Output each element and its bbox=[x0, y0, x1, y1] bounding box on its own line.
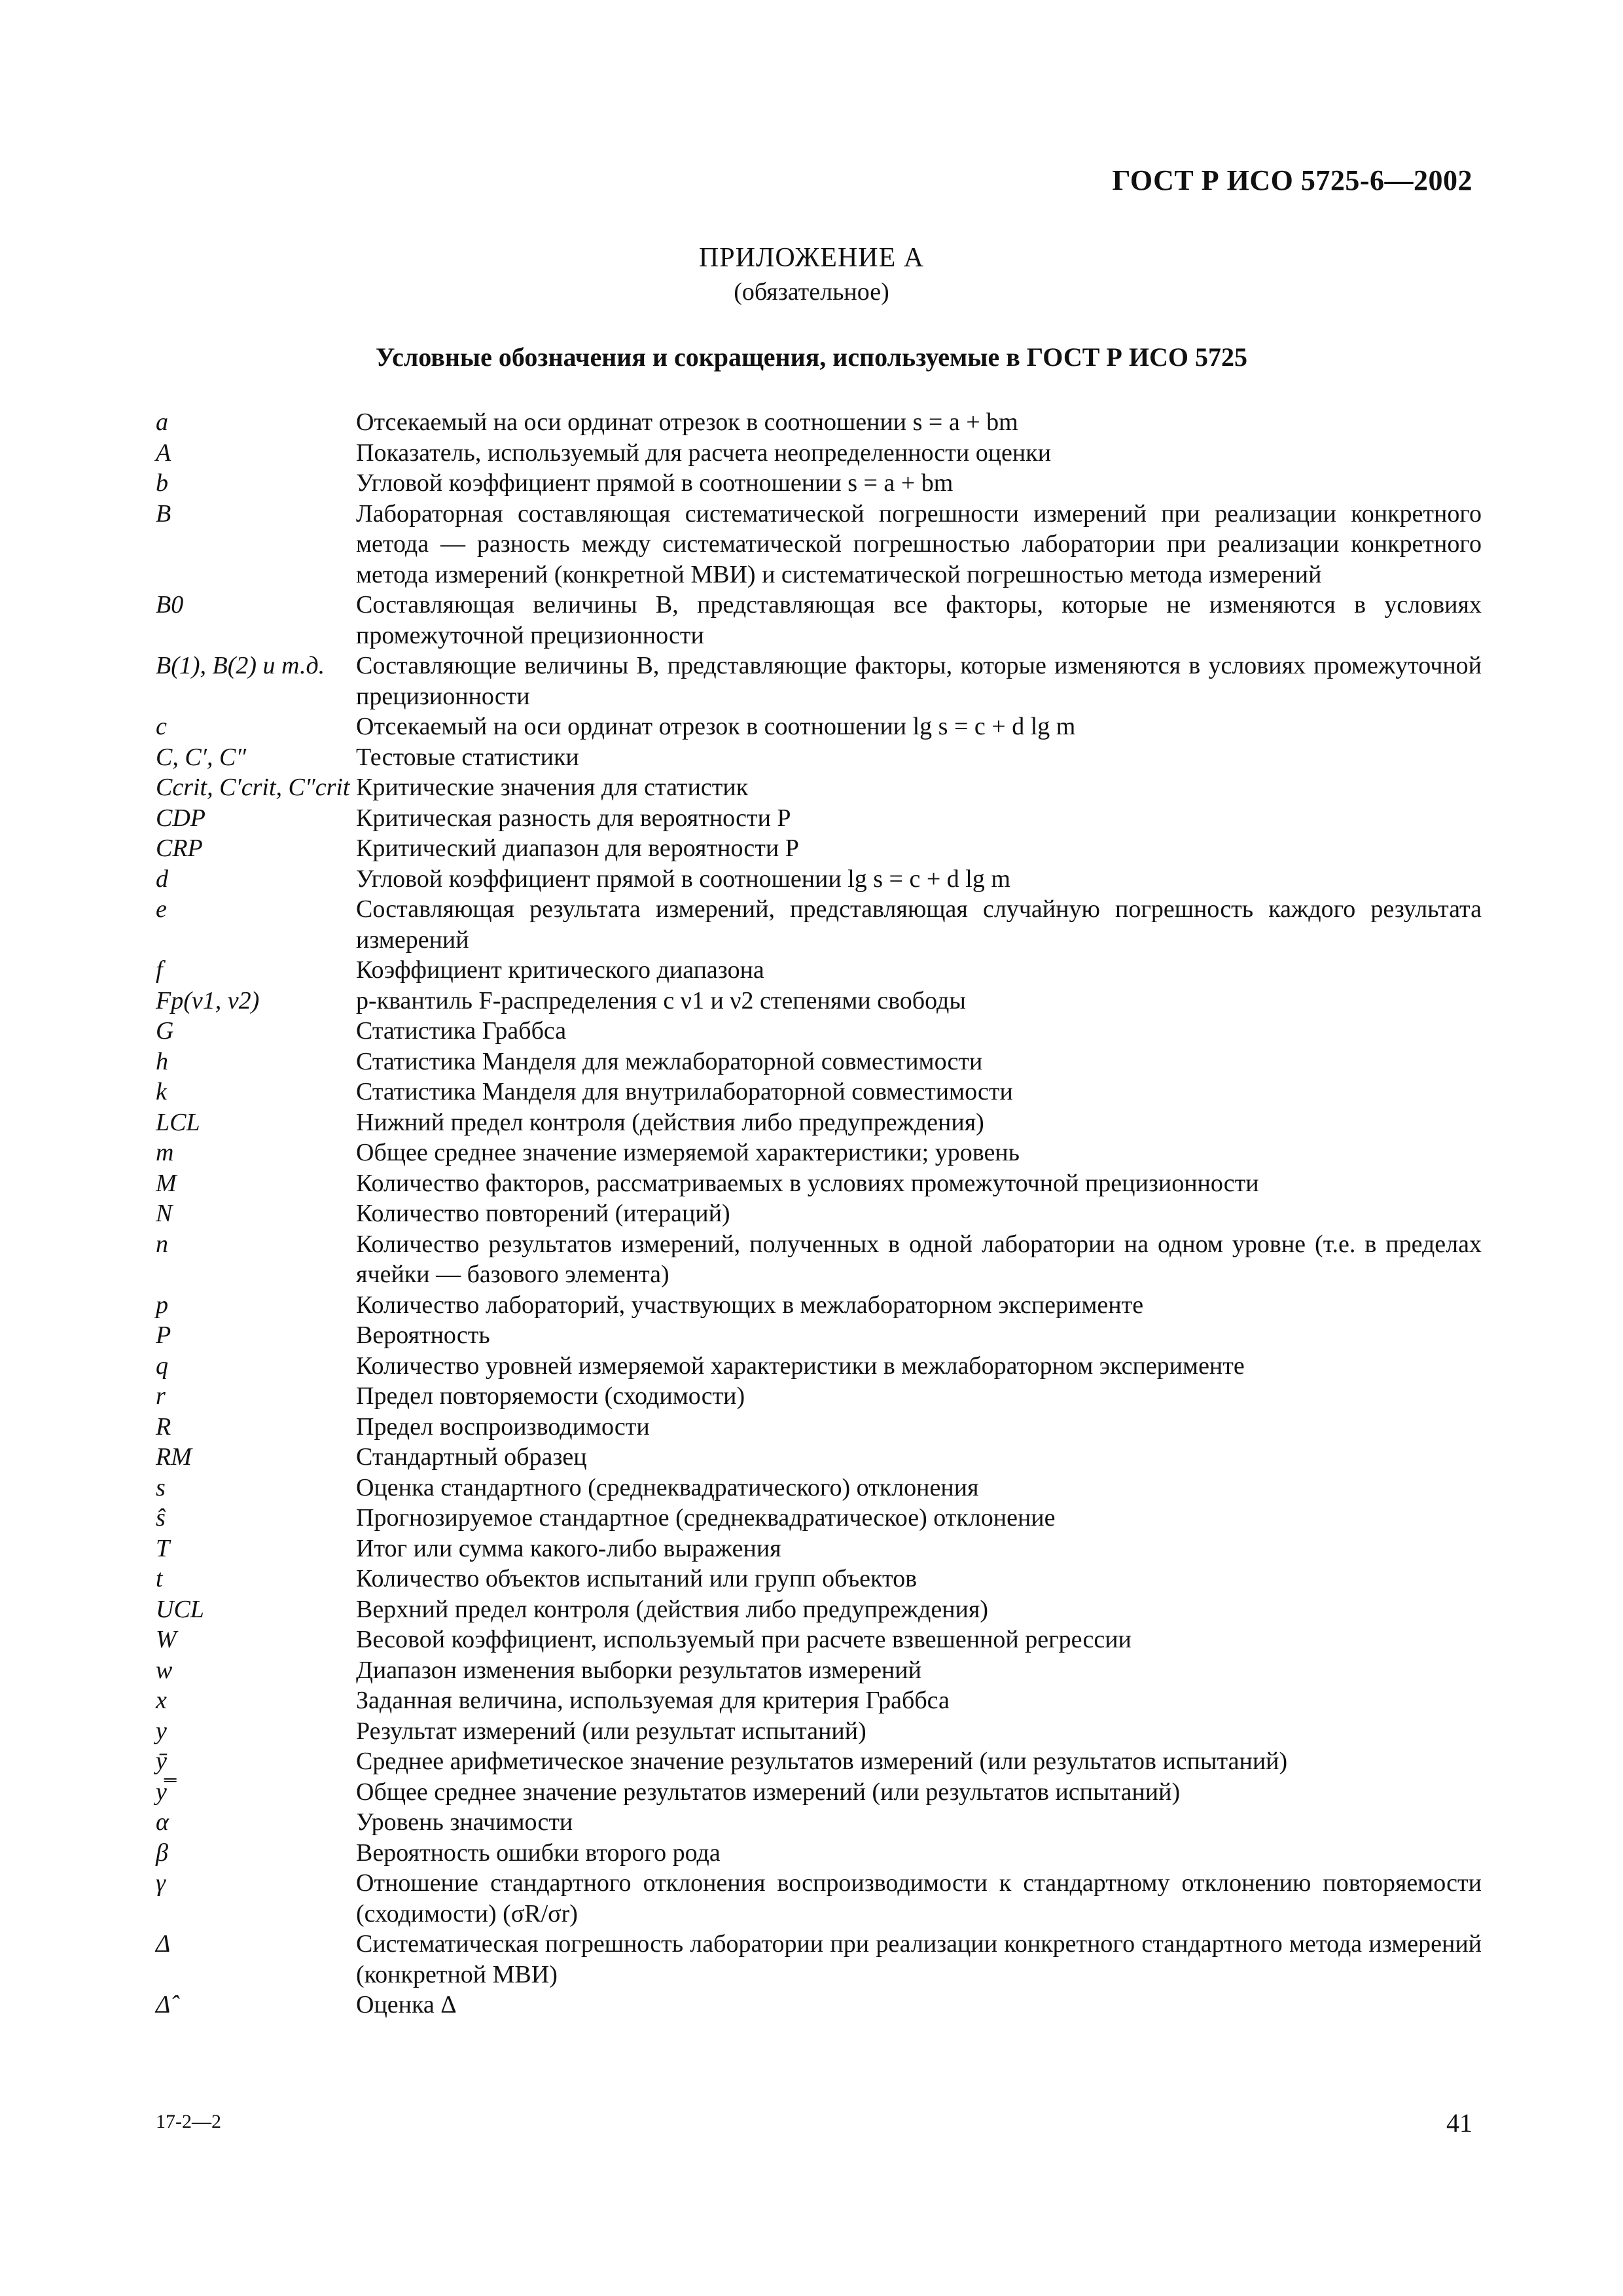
glossary-symbol: f bbox=[156, 956, 163, 984]
glossary-entry bbox=[156, 1168, 1484, 1199]
glossary-symbol: P bbox=[156, 1321, 171, 1349]
glossary-definition: Итог или сумма какого-либо выражения bbox=[356, 1534, 781, 1562]
glossary-entry bbox=[156, 803, 1484, 834]
glossary-definition: Оценка стандартного (среднеквадратического) отклонения bbox=[356, 1473, 979, 1501]
glossary-entry bbox=[156, 1655, 1484, 1686]
glossary-symbol: ȳ bbox=[156, 1748, 167, 1775]
glossary-symbol: UCL bbox=[156, 1595, 204, 1623]
glossary-entry bbox=[156, 1503, 1484, 1534]
glossary-definition: Отношение стандартного отклонения воспроизводимости к стандартному отклонению повторяемости (сходимости) (σR/σr) bbox=[356, 1869, 1482, 1928]
glossary-definition: Заданная величина, используемая для критерия Граббса bbox=[356, 1687, 950, 1714]
annex-status: (обязательное) bbox=[734, 278, 889, 306]
glossary-symbol: r bbox=[156, 1382, 166, 1410]
glossary-entry bbox=[156, 1594, 1484, 1625]
glossary-definition: Предел повторяемости (сходимости) bbox=[356, 1382, 745, 1410]
glossary-symbol: R bbox=[156, 1412, 171, 1441]
glossary-entry bbox=[156, 1473, 1484, 1503]
section-title: Условные обозначения и сокращения, используемые в ГОСТ Р ИСО 5725 bbox=[376, 342, 1247, 372]
annex-title: ПРИЛОЖЕНИЕ А bbox=[698, 243, 925, 273]
glossary-symbol: Δ bbox=[156, 1930, 171, 1958]
glossary-definition: Критические значения для статистик bbox=[356, 774, 749, 801]
glossary-definition: Общее среднее значение измеряемой характеристики; уровень bbox=[356, 1139, 1020, 1166]
glossary-symbol: W bbox=[156, 1626, 177, 1653]
glossary-definition: Количество лабораторий, участвующих в межлабораторном эксперименте bbox=[356, 1291, 1144, 1319]
glossary-definition: Вероятность ошибки второго рода bbox=[356, 1839, 721, 1867]
glossary-definition: Среднее арифметическое значение результатов измерений (или результатов испытаний) bbox=[356, 1748, 1288, 1775]
glossary-entry bbox=[156, 1777, 1484, 1808]
glossary-entry bbox=[156, 1685, 1484, 1716]
glossary-entry bbox=[156, 1868, 1484, 1929]
glossary-symbol: e bbox=[156, 895, 167, 923]
glossary-entry bbox=[156, 864, 1484, 895]
glossary-symbol: a bbox=[156, 408, 168, 436]
glossary-definition: Отсекаемый на оси ординат отрезок в соотношении lg s = c + d lg m bbox=[356, 713, 1076, 740]
glossary-entry bbox=[156, 1564, 1484, 1594]
glossary-entry bbox=[156, 1746, 1484, 1777]
glossary-symbol: LCL bbox=[156, 1108, 200, 1136]
glossary-symbol: N bbox=[156, 1200, 173, 1227]
glossary-symbol: CRP bbox=[156, 834, 203, 862]
glossary-symbol: p bbox=[156, 1291, 168, 1319]
glossary-definition: Составляющая результата измерений, представляющая случайную погрешность каждого результата измерений bbox=[356, 895, 1482, 954]
glossary-entry bbox=[156, 1107, 1484, 1138]
glossary-definition: Общее среднее значение результатов измерений (или результатов испытаний) bbox=[356, 1778, 1181, 1806]
glossary-entry bbox=[156, 1534, 1484, 1564]
glossary-entry bbox=[156, 1442, 1484, 1473]
glossary-definition: Составляющие величины B, представляющие факторы, которые изменяются в условиях промежуточной прецизионности bbox=[356, 652, 1482, 710]
glossary-entry bbox=[156, 1990, 1484, 2020]
glossary-symbol: y bbox=[156, 1717, 167, 1745]
glossary-definition: Количество факторов, рассматриваемых в условиях промежуточной прецизионности bbox=[356, 1169, 1259, 1197]
glossary-symbol: n bbox=[156, 1230, 168, 1258]
glossary-definition: Диапазон изменения выборки результатов измерений bbox=[356, 1656, 921, 1684]
glossary-symbol: w bbox=[156, 1656, 173, 1684]
glossary-symbol: M bbox=[156, 1169, 177, 1197]
glossary-definition: Критический диапазон для вероятности P bbox=[356, 834, 799, 862]
glossary-entry bbox=[156, 955, 1484, 986]
glossary-definition: Составляющая величины B, представляющая все факторы, которые не изменяются в условиях промежуточной прецизионности bbox=[356, 591, 1482, 649]
glossary-definition: Количество уровней измеряемой характеристики в межлабораторном эксперименте bbox=[356, 1352, 1245, 1380]
glossary-entry bbox=[156, 1320, 1484, 1351]
glossary-entry bbox=[156, 1290, 1484, 1321]
glossary-entry bbox=[156, 499, 1484, 590]
glossary-definition: Весовой коэффициент, используемый при расчете взвешенной регрессии bbox=[356, 1626, 1132, 1653]
symbols-glossary bbox=[156, 407, 1484, 2020]
glossary-entry bbox=[156, 1047, 1484, 1077]
glossary-definition: Критическая разность для вероятности P bbox=[356, 804, 791, 832]
glossary-entry bbox=[156, 894, 1484, 955]
glossary-definition: Лабораторная составляющая систематической погрешности измерений при реализации конкретного метода — разность между систематической погрешностью лаборатории при реализации конкретного метода измерений (конкретной МВИ) и систематической погрешностью метода измерений bbox=[356, 499, 1482, 588]
glossary-symbol: T bbox=[156, 1534, 170, 1562]
glossary-symbol: b bbox=[156, 469, 168, 497]
glossary-entry bbox=[156, 1351, 1484, 1382]
glossary-symbol: G bbox=[156, 1017, 174, 1045]
glossary-entry bbox=[156, 1716, 1484, 1747]
document-code: ГОСТ Р ИСО 5725-6—2002 bbox=[1112, 164, 1472, 196]
glossary-entry bbox=[156, 1929, 1484, 1990]
glossary-definition: Количество повторений (итераций) bbox=[356, 1200, 730, 1227]
glossary-symbol: h bbox=[156, 1047, 168, 1075]
glossary-symbol: CDP bbox=[156, 804, 205, 832]
glossary-symbol: Ccrit, C′crit, C″crit bbox=[156, 774, 350, 801]
glossary-symbol: x bbox=[156, 1687, 167, 1714]
glossary-definition: Статистика Манделя для межлабораторной совместимости bbox=[356, 1047, 983, 1075]
glossary-definition: Нижний предел контроля (действия либо предупреждения) bbox=[356, 1108, 984, 1136]
glossary-entry bbox=[156, 1229, 1484, 1290]
glossary-symbol: q bbox=[156, 1352, 168, 1380]
glossary-definition: Количество объектов испытаний или групп объектов bbox=[356, 1565, 918, 1592]
glossary-definition: Вероятность bbox=[356, 1321, 490, 1349]
glossary-entry bbox=[156, 1077, 1484, 1107]
glossary-entry bbox=[156, 1412, 1484, 1443]
glossary-definition: Статистика Граббса bbox=[356, 1017, 567, 1045]
glossary-definition: Результат измерений (или результат испытаний) bbox=[356, 1717, 866, 1745]
glossary-entry bbox=[156, 711, 1484, 742]
glossary-definition: Систематическая погрешность лаборатории при реализации конкретного стандартного метода измерений (конкретной МВИ) bbox=[356, 1930, 1482, 1988]
glossary-symbol: y̿ bbox=[156, 1778, 167, 1806]
glossary-entry bbox=[156, 742, 1484, 773]
glossary-entry bbox=[156, 1838, 1484, 1869]
glossary-symbol: c bbox=[156, 713, 167, 740]
glossary-definition: Оценка Δ bbox=[356, 1991, 457, 2018]
glossary-entry bbox=[156, 438, 1484, 469]
glossary-definition: Коэффициент критического диапазона bbox=[356, 956, 764, 984]
glossary-definition: Верхний предел контроля (действия либо предупреждения) bbox=[356, 1595, 989, 1623]
glossary-symbol: A bbox=[156, 439, 171, 467]
glossary-entry bbox=[156, 1138, 1484, 1168]
glossary-symbol: β bbox=[156, 1839, 168, 1867]
glossary-definition: Статистика Манделя для внутрилабораторной совместимости bbox=[356, 1078, 1013, 1105]
glossary-definition: Прогнозируемое стандартное (среднеквадратическое) отклонение bbox=[356, 1504, 1056, 1532]
glossary-definition: Количество результатов измерений, полученных в одной лаборатории на одном уровне (т.е. в пределах ячейки — базового элемента) bbox=[356, 1230, 1482, 1288]
glossary-definition: Тестовые статистики bbox=[356, 743, 579, 771]
glossary-symbol: B bbox=[156, 499, 171, 528]
glossary-symbol: B0 bbox=[156, 591, 184, 619]
glossary-symbol: Fp(ν1, ν2) bbox=[156, 986, 260, 1014]
glossary-definition: Стандартный образец bbox=[356, 1443, 587, 1471]
glossary-definition: Показатель, используемый для расчета неопределенности оценки bbox=[356, 439, 1052, 467]
glossary-entry bbox=[156, 651, 1484, 711]
glossary-entry bbox=[156, 986, 1484, 1016]
glossary-entry bbox=[156, 1807, 1484, 1838]
glossary-symbol: γ bbox=[156, 1869, 166, 1897]
glossary-entry bbox=[156, 833, 1484, 864]
glossary-symbol: t bbox=[156, 1565, 163, 1592]
glossary-entry bbox=[156, 1381, 1484, 1412]
glossary-definition: Предел воспроизводимости bbox=[356, 1412, 650, 1441]
glossary-symbol: α bbox=[156, 1808, 169, 1836]
glossary-symbol: s bbox=[156, 1473, 166, 1501]
glossary-definition: p-квантиль F-распределения с ν1 и ν2 степенями свободы bbox=[356, 986, 966, 1014]
glossary-symbol: C, C′, C″ bbox=[156, 743, 247, 771]
glossary-symbol: m bbox=[156, 1139, 174, 1166]
glossary-entry bbox=[156, 772, 1484, 803]
glossary-entry bbox=[156, 407, 1484, 438]
glossary-symbol: Δ̂ bbox=[156, 1991, 171, 2018]
glossary-definition: Отсекаемый на оси ординат отрезок в соотношении s = a + bm bbox=[356, 408, 1018, 436]
glossary-symbol: RM bbox=[156, 1443, 192, 1471]
glossary-definition: Уровень значимости bbox=[356, 1808, 573, 1836]
sheet-code: 17-2—2 bbox=[156, 2111, 221, 2132]
glossary-symbol: B(1), B(2) и т.д. bbox=[156, 652, 325, 679]
glossary-entry bbox=[156, 1016, 1484, 1047]
glossary-symbol: d bbox=[156, 865, 168, 893]
glossary-symbol: k bbox=[156, 1078, 167, 1105]
glossary-entry bbox=[156, 1624, 1484, 1655]
glossary-definition: Угловой коэффициент прямой в соотношении s = a + bm bbox=[356, 469, 954, 497]
glossary-entry bbox=[156, 590, 1484, 651]
glossary-entry bbox=[156, 468, 1484, 499]
glossary-entry bbox=[156, 1198, 1484, 1229]
glossary-definition: Угловой коэффициент прямой в соотношении lg s = c + d lg m bbox=[356, 865, 1010, 893]
glossary-symbol: ŝ bbox=[156, 1504, 166, 1532]
page-number: 41 bbox=[1446, 2108, 1472, 2138]
